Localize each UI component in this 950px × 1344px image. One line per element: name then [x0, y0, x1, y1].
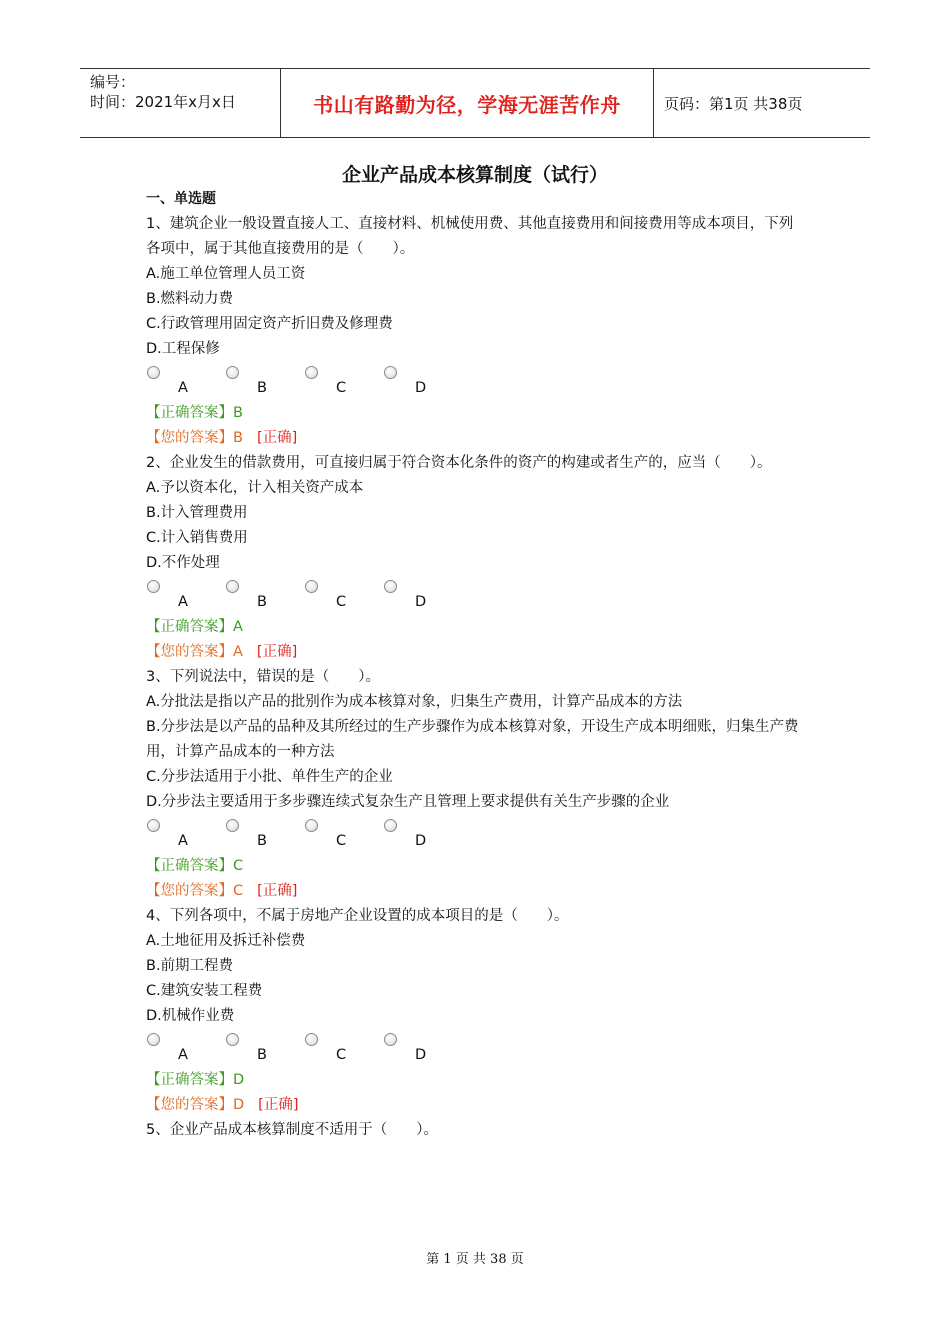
- answer-radio-group: [146, 1029, 806, 1061]
- radio-label-b: B: [257, 594, 267, 610]
- radio-c[interactable]: [305, 1033, 318, 1046]
- radio-label-c: C: [336, 1047, 347, 1063]
- document-header: [80, 68, 870, 138]
- question-3: [146, 665, 806, 904]
- option-b-text: B.计入管理费用: [146, 505, 248, 521]
- option-a-text: A.予以资本化，计入相关资产成本: [146, 480, 364, 496]
- option-d-text: D.分步法主要适用于多步骤连续式复杂生产且管理上要求提供有关生产步骤的企业: [146, 794, 670, 810]
- option-b-text: B.燃料动力费: [146, 291, 234, 307]
- radio-c[interactable]: [305, 580, 318, 593]
- your-answer: [146, 879, 806, 904]
- option-d-text: D.不作处理: [146, 555, 220, 571]
- your-answer: [146, 1093, 806, 1118]
- radio-b[interactable]: [226, 366, 239, 379]
- radio-b[interactable]: [226, 1033, 239, 1046]
- result-badge: [正确]: [256, 644, 298, 660]
- page-footer: 第 1 页 共 38 页: [426, 1252, 524, 1267]
- radio-label-b: B: [257, 1047, 267, 1063]
- question-list: [146, 212, 806, 1143]
- your-answer: [146, 426, 806, 451]
- radio-a[interactable]: [147, 819, 160, 832]
- radio-c[interactable]: [305, 819, 318, 832]
- your-answer-value: 【您的答案】C: [146, 883, 244, 899]
- header-meta: [80, 69, 281, 137]
- your-answer-value: 【您的答案】D: [146, 1097, 245, 1113]
- question-2: [146, 451, 806, 665]
- radio-label-c: C: [336, 833, 347, 849]
- radio-label-a: A: [178, 380, 188, 396]
- question-5: [146, 1118, 806, 1143]
- radio-d[interactable]: [384, 580, 397, 593]
- time-label: 时间：2021年x月x日: [90, 93, 236, 111]
- radio-d[interactable]: [384, 819, 397, 832]
- answer-radio-group: [146, 576, 806, 608]
- result-badge: [正确]: [257, 883, 298, 899]
- number-label: 编号：: [90, 73, 136, 91]
- result-badge: [正确]: [258, 1097, 299, 1113]
- option-d-text: D.工程保修: [146, 341, 220, 357]
- radio-label-a: A: [178, 594, 188, 610]
- question-text: 1、建筑企业一般设置直接人工、直接材料、机械使用费、其他直接费用和间接费用等成本项目，下列各项中，属于其他直接费用的是（ ）。: [146, 216, 794, 257]
- option-a-text: A.施工单位管理人员工资: [146, 266, 306, 282]
- option-b-text: B.分步法是以产品的品种及其所经过的生产步骤作为成本核算对象，开设生产成本明细账，归集生产费用，计算产品成本的一种方法: [146, 719, 799, 760]
- radio-label-d: D: [415, 380, 427, 396]
- radio-a[interactable]: [147, 1033, 160, 1046]
- answer-radio-group: [146, 362, 806, 394]
- radio-label-c: C: [336, 380, 347, 396]
- option-a-text: A.土地征用及拆迁补偿费: [146, 933, 306, 949]
- your-answer-value: 【您的答案】B: [146, 430, 243, 446]
- radio-label-b: B: [257, 380, 267, 396]
- radio-d[interactable]: [384, 366, 397, 379]
- radio-label-d: D: [415, 594, 427, 610]
- radio-b[interactable]: [226, 580, 239, 593]
- your-answer: [146, 640, 806, 665]
- radio-a[interactable]: [147, 580, 160, 593]
- option-d-text: D.机械作业费: [146, 1008, 235, 1024]
- question-4: [146, 904, 806, 1118]
- option-c-text: C.行政管理用固定资产折旧费及修理费: [146, 316, 393, 332]
- correct-answer: 【正确答案】C: [146, 858, 244, 874]
- radio-b[interactable]: [226, 819, 239, 832]
- radio-c[interactable]: [305, 366, 318, 379]
- your-answer-value: 【您的答案】A: [146, 644, 243, 660]
- correct-answer: 【正确答案】B: [146, 405, 243, 421]
- radio-label-b: B: [257, 833, 267, 849]
- option-b-text: B.前期工程费: [146, 958, 234, 974]
- header-motto: 书山有路勤为径，学海无涯苦作舟: [281, 69, 654, 137]
- correct-answer: 【正确答案】A: [146, 619, 243, 635]
- option-a-text: A.分批法是指以产品的批别作为成本核算对象，归集生产费用，计算产品成本的方法: [146, 694, 683, 710]
- section-heading: 一、单选题: [146, 191, 216, 207]
- option-c-text: C.分步法适用于小批、单件生产的企业: [146, 769, 393, 785]
- radio-label-c: C: [336, 594, 347, 610]
- radio-label-d: D: [415, 1047, 427, 1063]
- correct-answer: 【正确答案】D: [146, 1072, 245, 1088]
- question-text: 3、下列说法中，错误的是（ ）。: [146, 669, 380, 685]
- document-title: 企业产品成本核算制度（试行）: [341, 164, 608, 186]
- question-text: 2、企业发生的借款费用，可直接归属于符合资本化条件的资产的构建或者生产的，应当（ ）。: [146, 455, 772, 471]
- result-badge: [正确]: [256, 430, 298, 446]
- answer-radio-group: [146, 815, 806, 847]
- radio-d[interactable]: [384, 1033, 397, 1046]
- radio-label-a: A: [178, 833, 188, 849]
- question-1: [146, 212, 806, 451]
- question-text: 5、企业产品成本核算制度不适用于（ ）。: [146, 1122, 438, 1138]
- option-c-text: C.建筑安装工程费: [146, 983, 263, 999]
- option-c-text: C.计入销售费用: [146, 530, 248, 546]
- radio-label-d: D: [415, 833, 427, 849]
- radio-label-a: A: [178, 1047, 188, 1063]
- radio-a[interactable]: [147, 366, 160, 379]
- question-text: 4、下列各项中，不属于房地产企业设置的成本项目的是（ ）。: [146, 908, 569, 924]
- header-page-info: 页码：第1页 共38页: [664, 94, 803, 113]
